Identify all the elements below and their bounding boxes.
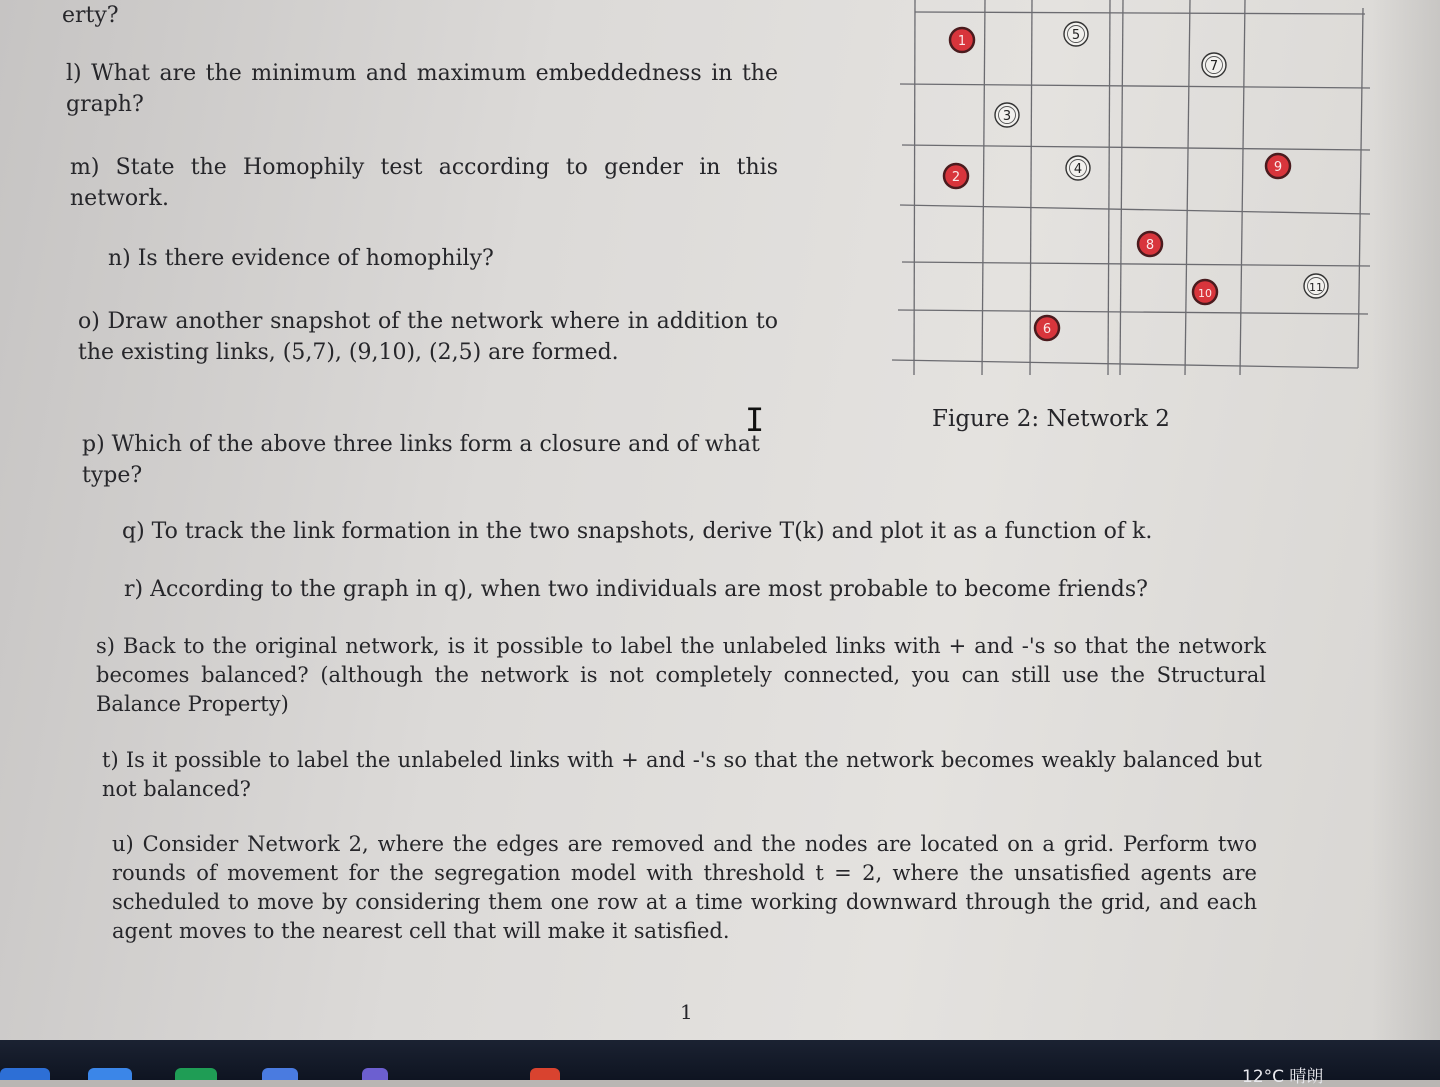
grid-node-4 <box>1066 156 1090 180</box>
question-fragment: erty? <box>62 3 119 28</box>
question-t: t) Is it possible to label the unlabeled links with + and -'s so that the network becomes weakly balanced but not balanced? <box>102 748 1262 801</box>
grid-node-label: 5 <box>1071 28 1081 43</box>
grid-row-line <box>898 310 1368 314</box>
start-icon[interactable] <box>0 1068 50 1080</box>
taskbar-app-icon[interactable] <box>175 1068 217 1080</box>
grid-node-10 <box>1193 280 1217 304</box>
grid-node-label: 8 <box>1145 238 1155 253</box>
taskbar-app-icon[interactable] <box>88 1068 132 1080</box>
question-l: l) What are the minimum and maximum embeddedness in the graph? <box>66 61 778 117</box>
grid-node-label: 4 <box>1073 162 1083 177</box>
grid-row-line <box>900 205 1370 214</box>
grid-row-line <box>900 84 1370 88</box>
grid-row-line <box>915 12 1365 14</box>
question-p: p) Which of the above three links form a closure and of what type? <box>82 432 760 488</box>
grid-column-line <box>1120 0 1123 375</box>
grid-node-6 <box>1035 316 1059 340</box>
grid-column-line <box>1185 0 1190 375</box>
grid-row-line <box>902 262 1370 266</box>
taskbar-app-icon[interactable] <box>362 1068 388 1080</box>
question-n: n) Is there evidence of homophily? <box>108 246 494 271</box>
taskbar-app-icon[interactable] <box>262 1068 298 1080</box>
grid-row-line <box>892 360 1358 368</box>
question-u: u) Consider Network 2, where the edges are removed and the nodes are located on a grid. Perform two rounds of movement for the segregation model with threshold t = 2, where the unsatisfied agents are scheduled to move by considering them one row at a time working downward through the grid, and each agent moves to the nearest cell that will make it satisfied. <box>112 832 1257 943</box>
grid-node-8 <box>1138 232 1162 256</box>
grid-node-1 <box>950 28 974 52</box>
question-m: m) State the Homophily test according to gender in this network. <box>70 155 778 211</box>
grid-row-line <box>902 145 1370 150</box>
question-o: o) Draw another snapshot of the network where in addition to the existing links, (5,7), (9,10), (2,5) are formed. <box>78 309 778 365</box>
grid-node-label: 6 <box>1042 322 1052 337</box>
grid-node-label: 11 <box>1309 281 1323 294</box>
grid-lines <box>892 0 1370 375</box>
page-number: 1 <box>680 1000 693 1024</box>
question-s: s) Back to the original network, is it possible to label the unlabeled links with + and -'s so that the network becomes balanced? (although the network is not completely connected, you can still use the Structural Balance Property) <box>96 634 1266 716</box>
network-2-grid-figure <box>880 0 1380 385</box>
grid-node-label: 7 <box>1209 59 1219 74</box>
grid-node-label: 10 <box>1198 287 1212 300</box>
grid-node-5 <box>1064 22 1088 46</box>
grid-node-2 <box>944 164 968 188</box>
grid-nodes <box>944 22 1328 340</box>
weather-tray[interactable]: 12°C 晴朗 <box>1242 1067 1324 1087</box>
screen-edge-shadow <box>1372 0 1440 1040</box>
grid-node-label: 2 <box>951 170 961 185</box>
grid-node-3 <box>995 103 1019 127</box>
grid-column-line <box>1108 0 1110 375</box>
grid-column-line <box>982 0 985 375</box>
grid-node-label: 3 <box>1002 109 1012 124</box>
grid-node-7 <box>1202 53 1226 77</box>
grid-column-line <box>1240 0 1245 375</box>
taskbar-app-icon[interactable] <box>530 1068 560 1080</box>
grid-node-9 <box>1266 154 1290 178</box>
text-cursor-icon: I <box>745 401 765 439</box>
figure-caption: Figure 2: Network 2 <box>932 406 1170 432</box>
grid-node-label: 9 <box>1273 160 1283 175</box>
grid-node-label: 1 <box>957 34 967 49</box>
question-r: r) According to the graph in q), when two individuals are most probable to become friends? <box>124 577 1148 602</box>
grid-column-line <box>1030 0 1032 375</box>
grid-column-line <box>914 0 915 375</box>
question-q: q) To track the link formation in the two snapshots, derive T(k) and plot it as a function of k. <box>122 519 1153 544</box>
grid-node-11 <box>1304 274 1328 298</box>
